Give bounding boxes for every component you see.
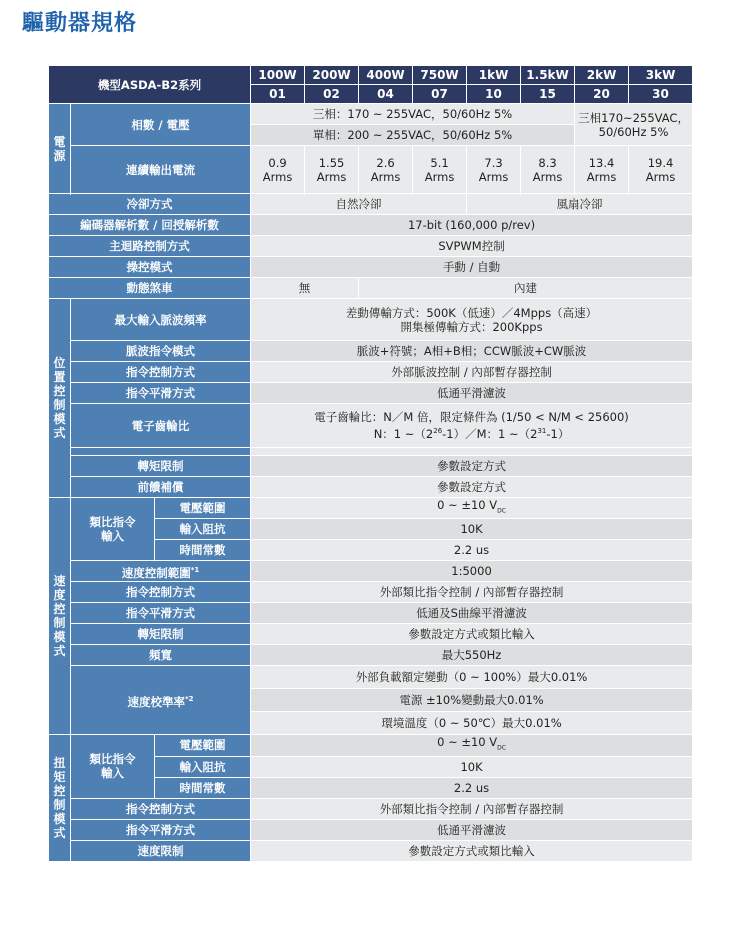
value-encoder: 17-bit (160,000 p/rev): [251, 215, 693, 236]
label-pos-cmd-smooth: 指令平滑方式: [71, 383, 251, 404]
group-speed: 速度控制模式: [49, 498, 71, 735]
row-gear: [49, 404, 693, 448]
row-main-loop: [49, 236, 693, 257]
row-pulse-cmd: [49, 341, 693, 362]
value-bandwidth: 最大550Hz: [251, 645, 693, 666]
label-pos-cmd-ctrl: 指令控制方式: [71, 362, 251, 383]
label-trq-analog: 類比指令輸入: [71, 735, 155, 798]
code-cell: 20: [575, 85, 629, 104]
value-feedforward: 參數設定方式: [251, 477, 693, 498]
label-trq-cmd-smooth: 指令平滑方式: [71, 819, 251, 840]
label-trq-speed-limit: 速度限制: [71, 840, 251, 861]
value-pulse-cmd: 脈波+符號；A相+B相；CCW脈波+CW脈波: [251, 341, 693, 362]
value-phase-three-b: 三相170~255VAC，50/60Hz 5%: [575, 104, 693, 146]
spec-table: [48, 65, 693, 862]
code-cell: 04: [359, 85, 413, 104]
row-pos-cmd-smooth: [49, 383, 693, 404]
value-cooling-fan: 風扇冷卻: [467, 194, 693, 215]
label-brake: 動態煞車: [49, 278, 251, 299]
row-spd-range: [49, 561, 693, 582]
label-trq-impedance: 輸入阻抗: [155, 756, 251, 777]
value-current: 13.4 Arms: [575, 146, 629, 194]
value-current: 5.1 Arms: [413, 146, 467, 194]
row-pos-torque-limit: [49, 456, 693, 477]
value-current: 19.4 Arms: [629, 146, 693, 194]
row-phase-a: [49, 104, 693, 125]
label-spd-range: 速度控制範圍$^{*1}$: [71, 561, 251, 582]
label-max-freq: 最大輸入脈波頻率: [71, 299, 251, 341]
row-cooling: [49, 194, 693, 215]
label-accuracy: 速度校準率$^{*2}$: [71, 666, 251, 735]
power-cell: 1kW: [467, 66, 521, 85]
page-title: 驅動器規格: [22, 11, 138, 36]
label-spd-cmd-smooth: 指令平滑方式: [71, 603, 251, 624]
row-accuracy-load: [49, 666, 693, 689]
group-torque: 扭矩控制模式: [49, 735, 71, 861]
value-pos-cmd-ctrl: 外部脈波控制 / 內部暫存器控制: [251, 362, 693, 383]
value-trq-voltage: 0 ~ ±10 $V_{DC}$: [251, 735, 693, 756]
row-spd-torque-limit: [49, 624, 693, 645]
label-gear: 電子齒輪比: [71, 404, 251, 448]
label-trq-time-const: 時間常數: [155, 777, 251, 798]
label-trq-voltage: 電壓範圍: [155, 735, 251, 756]
model-label: 機型ASDA-B2系列: [49, 66, 251, 104]
value-brake-none: 無: [251, 278, 359, 299]
label-spd-torque-limit: 轉矩限制: [71, 624, 251, 645]
power-cell: 750W: [413, 66, 467, 85]
label-bandwidth: 頻寬: [71, 645, 251, 666]
label-feedforward: 前饋補償: [71, 477, 251, 498]
row-spd-cmd-ctrl: [49, 582, 693, 603]
label-operation: 操控模式: [49, 257, 251, 278]
value-current: 1.55 Arms: [305, 146, 359, 194]
value-max-freq: 差動傳輸方式：500K（低速）／4Mpps（高速） 開集極傳輸方式：200Kpps: [251, 299, 693, 341]
power-cell: 3kW: [629, 66, 693, 85]
value-spd-voltage: 0 ~ ±10 $V_{DC}$: [251, 498, 693, 519]
row-bandwidth: [49, 645, 693, 666]
row-encoder: [49, 215, 693, 236]
value-current: 2.6 Arms: [359, 146, 413, 194]
label-current: 連續輸出電流: [71, 146, 251, 194]
label-encoder: 編碼器解析數 / 回授解析數: [49, 215, 251, 236]
label-pulse-cmd: 脈波指令模式: [71, 341, 251, 362]
row-operation: [49, 257, 693, 278]
value-trq-impedance: 10K: [251, 756, 693, 777]
value-phase-single: 單相：200 ~ 255VAC，50/60Hz 5%: [251, 125, 575, 146]
power-cell: 200W: [305, 66, 359, 85]
value-spd-torque-limit: 參數設定方式或類比輸入: [251, 624, 693, 645]
row-current: [49, 146, 693, 194]
row-trq-voltage: [49, 735, 693, 756]
label-spd-analog: 類比指令輸入: [71, 498, 155, 561]
value-accuracy-load: 外部負載額定變動（0 ~ 100%）最大0.01%: [251, 666, 693, 689]
label-phase: 相數 / 電壓: [71, 104, 251, 146]
value-trq-cmd-smooth: 低通平滑濾波: [251, 819, 693, 840]
value-current: 0.9 Arms: [251, 146, 305, 194]
row-spd-voltage: [49, 498, 693, 519]
code-cell: 15: [521, 85, 575, 104]
value-cooling-natural: 自然冷卻: [251, 194, 467, 215]
power-cell: 1.5kW: [521, 66, 575, 85]
power-cell: 2kW: [575, 66, 629, 85]
label-spd-impedance: 輸入阻抗: [155, 519, 251, 540]
value-current: 7.3 Arms: [467, 146, 521, 194]
group-position: 位置控制模式: [49, 299, 71, 498]
label-main-loop: 主迴路控制方式: [49, 236, 251, 257]
value-spd-cmd-smooth: 低通及S曲線平滑濾波: [251, 603, 693, 624]
label-pos-torque-limit: 轉矩限制: [71, 456, 251, 477]
row-spd-cmd-smooth: [49, 603, 693, 624]
power-cell: 100W: [251, 66, 305, 85]
value-spd-range: 1:5000: [251, 561, 693, 582]
group-power: 電源: [49, 104, 71, 194]
value-accuracy-temp: 環境溫度（0 ~ 50℃）最大0.01%: [251, 712, 693, 735]
row-max-freq: [49, 299, 693, 341]
value-pos-cmd-smooth: 低通平滑濾波: [251, 383, 693, 404]
code-cell: 30: [629, 85, 693, 104]
label-cooling: 冷卻方式: [49, 194, 251, 215]
row-trq-speed-limit: [49, 840, 693, 861]
value-accuracy-power: 電源 ±10%變動最大0.01%: [251, 689, 693, 712]
value-phase-three: 三相：170 ~ 255VAC，50/60Hz 5%: [251, 104, 575, 125]
value-spd-impedance: 10K: [251, 519, 693, 540]
value-spd-time-const: 2.2 us: [251, 540, 693, 561]
value-trq-time-const: 2.2 us: [251, 777, 693, 798]
value-operation: 手動 / 自動: [251, 257, 693, 278]
row-feedforward: [49, 477, 693, 498]
value-current: 8.3 Arms: [521, 146, 575, 194]
label-spd-time-const: 時間常數: [155, 540, 251, 561]
row-trq-cmd-smooth: [49, 819, 693, 840]
label-spd-cmd-ctrl: 指令控制方式: [71, 582, 251, 603]
code-cell: 01: [251, 85, 305, 104]
value-spd-cmd-ctrl: 外部類比指令控制 / 內部暫存器控制: [251, 582, 693, 603]
value-gear: 電子齒輪比：N／M 倍，限定條件為 (1/50 < N/M < 25600) N：1 $\sim(2^{26}-1)/M$：1 $\sim(2^{31}-1)$: [251, 404, 693, 448]
row-trq-cmd-ctrl: [49, 798, 693, 819]
value-pos-torque-limit: 參數設定方式: [251, 456, 693, 477]
code-cell: 02: [305, 85, 359, 104]
code-cell: 10: [467, 85, 521, 104]
value-trq-speed-limit: 參數設定方式或類比輸入: [251, 840, 693, 861]
power-cell: 400W: [359, 66, 413, 85]
code-cell: 07: [413, 85, 467, 104]
value-trq-cmd-ctrl: 外部類比指令控制 / 內部暫存器控制: [251, 798, 693, 819]
row-brake: [49, 278, 693, 299]
header-row-power: [49, 66, 693, 85]
label-trq-cmd-ctrl: 指令控制方式: [71, 798, 251, 819]
label-spd-voltage: 電壓範圍: [155, 498, 251, 519]
row-pos-cmd-ctrl: [49, 362, 693, 383]
value-main-loop: SVPWM控制: [251, 236, 693, 257]
value-brake-builtin: 內建: [359, 278, 693, 299]
